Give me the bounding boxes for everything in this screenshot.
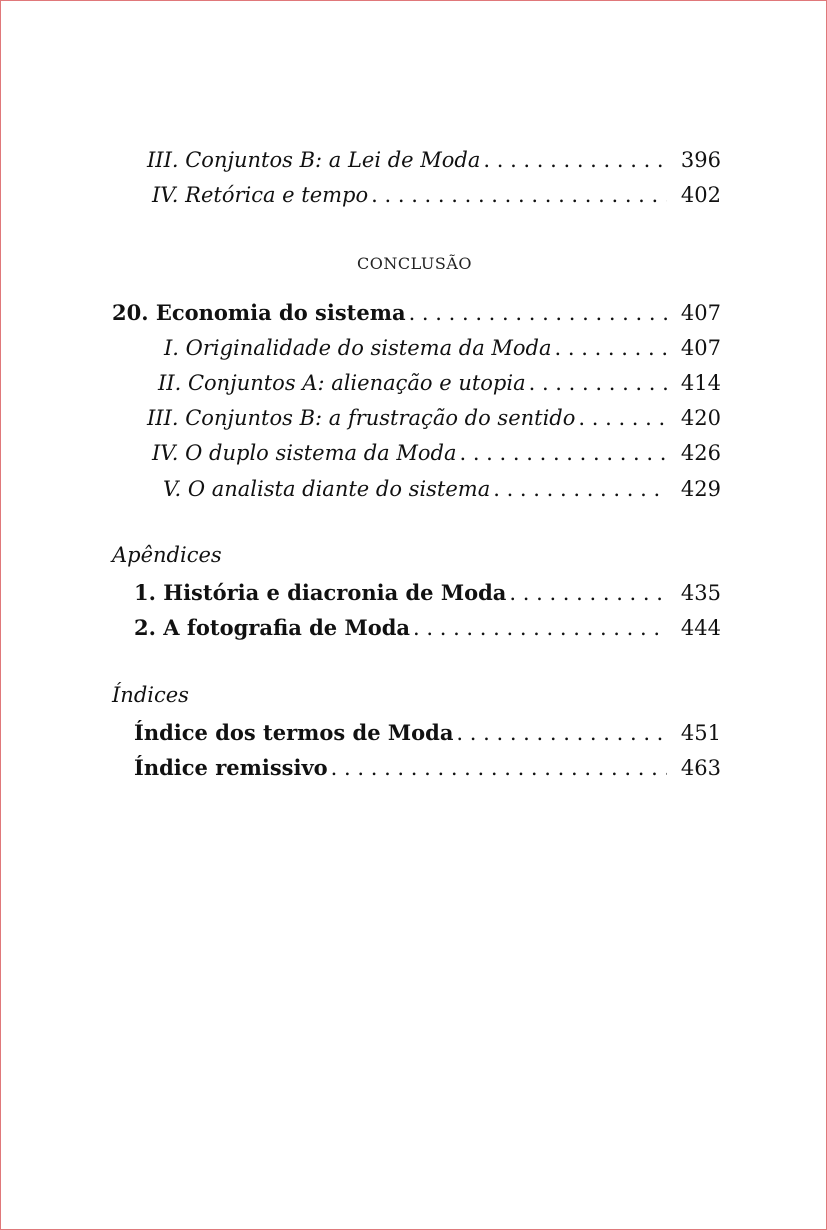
toc-entry	[158, 368, 721, 398]
toc-entry	[134, 753, 721, 783]
toc-entry-page: 429	[680, 477, 721, 501]
toc-entry-page: 444	[680, 616, 721, 640]
toc-entry	[164, 333, 721, 363]
dot-leader	[453, 718, 666, 748]
dot-leader	[406, 298, 667, 328]
toc-entry	[147, 145, 721, 175]
dot-leader	[368, 180, 667, 210]
dot-leader	[575, 403, 667, 433]
indices-heading: Índices	[112, 683, 189, 707]
toc-entry-title: III. Conjuntos B: a Lei de Moda	[147, 148, 481, 172]
toc-entry-page: 426	[680, 441, 721, 465]
toc-entry-page: 407	[680, 336, 721, 360]
toc-entry-title: II. Conjuntos A: alienação e utopia	[158, 371, 526, 395]
toc-entry-title: V. O analista diante do sistema	[163, 477, 491, 501]
toc-entry-title: Índice remissivo	[134, 755, 328, 780]
toc-entry-page: 414	[680, 371, 721, 395]
dot-leader	[456, 438, 666, 468]
toc-entry-page: 407	[680, 301, 721, 325]
toc-entry-title: 1. História e diacronia de Moda	[134, 580, 507, 605]
toc-entry-page: 396	[680, 148, 721, 172]
dot-leader	[506, 578, 667, 608]
toc-entry-page: 451	[680, 721, 721, 745]
toc-entry	[134, 613, 721, 643]
dot-leader	[552, 333, 667, 363]
toc-entry	[147, 403, 721, 433]
toc-entry-page: 463	[680, 756, 721, 780]
dot-leader	[480, 145, 667, 175]
appendices-heading: Apêndices	[112, 543, 222, 567]
toc-entry-page: 435	[680, 581, 721, 605]
toc-chapter-entry	[112, 298, 721, 328]
toc-entry-title: 2. A fotografia de Moda	[134, 615, 411, 640]
toc-entry-page: 420	[680, 406, 721, 430]
toc-entry-title: Índice dos termos de Moda	[134, 720, 454, 745]
toc-entry-title: IV. O duplo sistema da Moda	[152, 441, 457, 465]
toc-entry	[152, 438, 721, 468]
toc-entry	[134, 718, 721, 748]
dot-leader	[490, 474, 667, 504]
toc-entry-title: I. Originalidade do sistema da Moda	[164, 336, 552, 360]
dot-leader	[526, 368, 667, 398]
toc-entry-title: III. Conjuntos B: a frustração do sentido	[147, 406, 576, 430]
toc-entry	[163, 474, 721, 504]
dot-leader	[328, 753, 667, 783]
dot-leader	[410, 613, 667, 643]
toc-entry-title: 20. Economia do sistema	[112, 300, 406, 325]
toc-entry	[134, 578, 721, 608]
conclusion-heading: CONCLUSÃO	[357, 254, 472, 273]
toc-entry	[152, 180, 721, 210]
toc-entry-page: 402	[680, 183, 721, 207]
toc-entry-title: IV. Retórica e tempo	[152, 183, 369, 207]
